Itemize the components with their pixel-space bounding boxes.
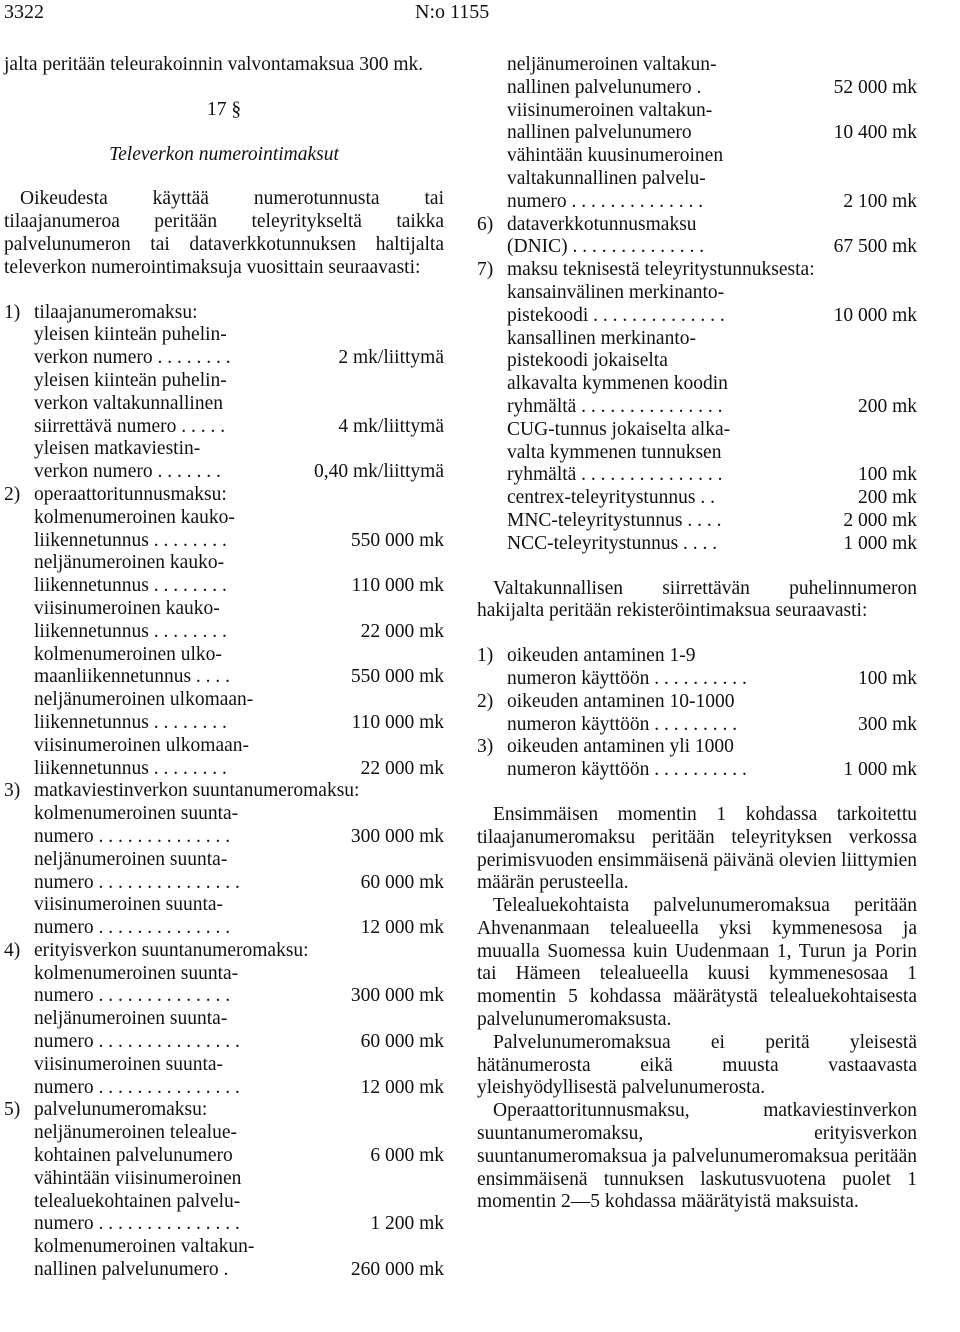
fee-label: MNC-teleyritystunnus . . . . [507, 509, 722, 531]
fee-row [34, 1145, 444, 1168]
fee-label: numeron käyttöön . . . . . . . . . . [507, 667, 747, 689]
fee-row [34, 530, 444, 553]
item-number: 1) [477, 645, 494, 667]
fee-label-line: viisinumeroinen suunta- [34, 1053, 224, 1075]
fee-label: numero . . . . . . . . . . . . . . [507, 190, 704, 212]
fee-label-line: yleisen kiinteän puhelin- [34, 324, 227, 346]
fee-label-line: viisinumeroinen ulkomaan- [34, 734, 249, 756]
fee-label-line: yleisen matkaviestin- [34, 438, 201, 460]
fee-row [507, 668, 917, 691]
fee-label: NCC-teleyritystunnus . . . . [507, 532, 718, 554]
paragraph-subscriber-fee: Ensimmäisen momentin 1 kohdassa tarkoitettu tilaajanumeromaksu peritään teleyrityksen verkossa perimisvuoden ensimmäisenä päivänä olevien liittymien määrän perusteella. [477, 803, 917, 894]
item-number: 3) [477, 736, 494, 758]
fee-row [507, 236, 917, 259]
section-number: 17 § [206, 98, 242, 120]
fee-label: verkon numero . . . . . . . . [34, 347, 231, 369]
section-paragraph: Oikeudesta käyttää numerotunnusta tai tilaajanumeroa peritään teleyritykseltä taikka palvelunumeron tai dataverkkotunnuksen haltijalta televerkon numerointimaksuja vuosittain seuraavasti: [4, 188, 444, 278]
intro-text: jalta peritään teleurakoinnin valvontamaksua 300 mk. [4, 54, 424, 75]
fee-label-line: kansainvälinen merkinanto- [507, 281, 725, 303]
fee-amount: 200 mk [857, 487, 917, 509]
fee-amount: 6 000 mk [370, 1145, 444, 1167]
fee-label: maanliikennetunnus . . . . [34, 666, 231, 688]
fee-amount: 22 000 mk [360, 620, 444, 642]
item-title: oikeuden antaminen 10-1000 [507, 690, 735, 712]
item-title: operaattoritunnusmaksu: [34, 483, 227, 505]
left-column [4, 54, 444, 1282]
fee-label: liikennetunnus . . . . . . . . [34, 620, 227, 642]
paragraph-emergency-number: Palvelunumeromaksua ei peritä yleisestä hätänumerosta eikä muusta vastaavasta yleishyödyllisestä palvelunumerosta. [477, 1031, 917, 1099]
fee-amount: 1 200 mk [370, 1213, 444, 1235]
fee-label-line: valta kymmenen tunnuksen [507, 441, 722, 463]
registration-item [477, 736, 917, 782]
fee-row [34, 758, 444, 781]
fee-amount: 12 000 mk [360, 1076, 444, 1098]
fee-list-left [4, 302, 444, 1282]
item-title: oikeuden antaminen 1-9 [507, 645, 696, 667]
item-number: 5) [4, 1099, 21, 1121]
fee-row [34, 917, 444, 940]
fee-item [4, 780, 444, 940]
fee-label: liikennetunnus . . . . . . . . [34, 529, 227, 551]
item-number: 7) [477, 259, 494, 281]
fee-amount: 1 000 mk [843, 759, 917, 781]
fee-row [34, 985, 444, 1008]
fee-label-line: kolmenumeroinen ulko- [34, 643, 222, 665]
fee-label: centrex-teleyritystunnus . . [507, 487, 715, 509]
fee-amount: 1 000 mk [843, 532, 917, 554]
fee-label: liikennetunnus . . . . . . . . [34, 575, 227, 597]
fee-label: siirrettävä numero . . . . . [34, 415, 226, 437]
fee-label: ryhmältä . . . . . . . . . . . . . . . [507, 395, 723, 417]
fee-row [34, 1077, 444, 1100]
item-title: matkaviestinverkon suuntanumeromaksu: [34, 780, 360, 802]
fee-item [4, 484, 444, 780]
fee-label: pistekoodi . . . . . . . . . . . . . . [507, 304, 725, 326]
fee-amount: 300 000 mk [350, 825, 444, 847]
fee-amount: 10 400 mk [833, 122, 917, 144]
page-number: 3322 [4, 1, 44, 23]
fee-amount: 110 000 mk [351, 575, 444, 597]
fee-label: numero . . . . . . . . . . . . . . [34, 917, 231, 939]
paragraph-regional-fee: Telealuekohtaista palvelunumeromaksua peritään Ahvenanmaan telealueella yksi kymmenesosa ja muualla Suomessa kuin Uudenmaan 1, Turun ja Porin tai Hämeen telealueella kuusi kymmenesosaa 1 momentin 5 kohdassa määrätystä telealuekohtaisesta palvelunumeromaksusta. [477, 895, 917, 1031]
registration-item [477, 645, 917, 691]
fee-row [507, 77, 917, 100]
fee-row [34, 1213, 444, 1236]
fee-label: liikennetunnus . . . . . . . . [34, 711, 227, 733]
fee-row [507, 510, 917, 533]
page-header [0, 1, 960, 25]
fee-label: nallinen palvelunumero [507, 122, 692, 144]
fee-amount: 10 000 mk [833, 304, 917, 326]
fee-label: kohtainen palvelunumero [34, 1145, 233, 1167]
fee-label-line: verkon valtakunnallinen [34, 392, 223, 414]
fee-label: verkon numero . . . . . . . [34, 461, 221, 483]
fee-row [34, 666, 444, 689]
fee-label-line: kansallinen merkinanto- [507, 327, 696, 349]
fee-row [34, 347, 444, 370]
fee-label: nallinen palvelunumero . [507, 76, 702, 98]
paragraph-first-year-fee: Operaattoritunnusmaksu, matkaviestinverkon suuntanumeromaksu, erityisverkon suuntanumeromaksua ja palvelunumeromaksua peritään ensimmäisenä tunnuksen laskutusvuotena puolet 1 momentin 2—5 kohdassa määrätyistä maksuista. [477, 1100, 917, 1213]
fee-amount: 200 mk [857, 395, 917, 417]
fee-label-line: neljänumeroinen suunta- [34, 1008, 228, 1030]
fee-label-line: neljänumeroinen kauko- [34, 552, 225, 574]
fee-amount: 100 mk [857, 667, 917, 689]
registration-paragraph: Valtakunnallisen siirrettävän puhelinnumeron hakijalta peritään rekisteröintimaksua seuraavasti: [477, 577, 917, 622]
item-number: 6) [477, 213, 494, 235]
fee-row [507, 533, 917, 556]
fee-label: numero . . . . . . . . . . . . . . [34, 985, 231, 1007]
item-number: 4) [4, 939, 21, 961]
fee-amount: 300 mk [857, 713, 917, 735]
fee-label-line: vähintään kuusinumeroinen [507, 145, 724, 167]
fee-label-line: viisinumeroinen suunta- [34, 894, 224, 916]
fee-label: numero . . . . . . . . . . . . . . [34, 825, 231, 847]
fee-label-line: viisinumeroinen kauko- [34, 597, 220, 619]
fee-row [34, 712, 444, 735]
fee-label-line: viisinumeroinen valtakun- [507, 99, 713, 121]
fee-row [507, 487, 917, 510]
item-title: dataverkkotunnusmaksu [507, 213, 697, 235]
fee-amount: 110 000 mk [351, 711, 444, 733]
fee-row [34, 1031, 444, 1054]
fee-label-line: neljänumeroinen suunta- [34, 848, 228, 870]
fee-amount: 300 000 mk [350, 985, 444, 1007]
fee-row [507, 122, 917, 145]
item-title: palvelunumeromaksu: [34, 1099, 208, 1121]
fee-item [4, 940, 444, 1100]
fee-row [507, 714, 917, 737]
fee-label-line: vähintään viisinumeroinen [34, 1167, 242, 1189]
fee-row [507, 305, 917, 328]
fee-amount: 67 500 mk [833, 236, 917, 258]
fee-row [507, 396, 917, 419]
fee-amount: 0,40 mk/liittymä [314, 461, 444, 483]
fee-amount: 550 000 mk [350, 529, 444, 551]
fee-label-line: valtakunnallinen palvelu- [507, 167, 706, 189]
fee-label-line: neljänumeroinen valtakun- [507, 54, 717, 75]
fee-row [34, 575, 444, 598]
fee-label-line: yleisen kiinteän puhelin- [34, 369, 227, 391]
fee-item [477, 214, 917, 260]
fee-row [507, 759, 917, 782]
fee-item [4, 302, 444, 484]
fee-item [477, 259, 917, 555]
item-title: tilaajanumeromaksu: [34, 301, 198, 323]
registration-item [477, 691, 917, 737]
fee-row [507, 191, 917, 214]
fee-label-line: kolmenumeroinen valtakun- [34, 1236, 255, 1258]
fee-label: numero . . . . . . . . . . . . . . . [34, 1031, 240, 1053]
section-title: Televerkon numerointimaksut [109, 143, 339, 165]
fee-label-line: CUG-tunnus jokaiselta alka- [507, 418, 731, 440]
fee-label-line: pistekoodi jokaiselta [507, 350, 668, 372]
fee-label: ryhmältä . . . . . . . . . . . . . . . [507, 464, 723, 486]
fee-item [4, 1099, 444, 1281]
fee-label: (DNIC) . . . . . . . . . . . . . . [507, 236, 705, 258]
registration-fee-list [477, 645, 917, 782]
fee-label-line: telealuekohtainen palvelu- [34, 1190, 241, 1212]
fee-amount: 2 100 mk [843, 190, 917, 212]
fee-amount: 12 000 mk [360, 917, 444, 939]
fee-row [34, 416, 444, 439]
fee-amount: 2 mk/liittymä [338, 347, 444, 369]
fee-row [34, 621, 444, 644]
item-title: erityisverkon suuntanumeromaksu: [34, 939, 309, 961]
item-number: 2) [477, 690, 494, 712]
fee-label: numeron käyttöön . . . . . . . . . . [507, 759, 747, 781]
fee-row [34, 826, 444, 849]
fee-amount: 60 000 mk [360, 871, 444, 893]
fee-amount: 22 000 mk [360, 757, 444, 779]
fee-label: numeron käyttöön . . . . . . . . . [507, 713, 738, 735]
issue-number: N:o 1155 [415, 1, 490, 23]
item-number: 2) [4, 483, 21, 505]
fee-row [507, 464, 917, 487]
item-title: oikeuden antaminen yli 1000 [507, 736, 734, 758]
fee-label: numero . . . . . . . . . . . . . . . [34, 1213, 240, 1235]
fee-amount: 2 000 mk [843, 509, 917, 531]
fee-label-line: kolmenumeroinen suunta- [34, 803, 239, 825]
fee-row [34, 872, 444, 895]
fee-list-right [477, 214, 917, 556]
fee-label-line: kolmenumeroinen kauko- [34, 506, 235, 528]
fee-amount: 60 000 mk [360, 1031, 444, 1053]
fee-amount: 100 mk [857, 464, 917, 486]
fee-amount: 550 000 mk [350, 666, 444, 688]
fee-label: numero . . . . . . . . . . . . . . . [34, 1076, 240, 1098]
item-number: 3) [4, 780, 21, 802]
fee-label-line: kolmenumeroinen suunta- [34, 962, 239, 984]
fee-label: liikennetunnus . . . . . . . . [34, 757, 227, 779]
fee-label-line: neljänumeroinen ulkomaan- [34, 689, 254, 711]
item-number: 1) [4, 301, 21, 323]
item-title: maksu teknisestä teleyritystunnuksesta: [507, 259, 815, 281]
fee-amount: 260 000 mk [350, 1259, 444, 1281]
fee-label: numero . . . . . . . . . . . . . . . [34, 871, 240, 893]
fee-label: nallinen palvelunumero . [34, 1259, 229, 1281]
fee-label-line: alkavalta kymmenen koodin [507, 373, 728, 395]
fee-list-continued [477, 54, 917, 214]
fee-row [34, 461, 444, 484]
right-column [477, 54, 917, 1214]
fee-amount: 4 mk/liittymä [338, 415, 444, 437]
fee-amount: 52 000 mk [833, 76, 917, 98]
fee-row [34, 1259, 444, 1282]
fee-label-line: neljänumeroinen telealue- [34, 1122, 238, 1144]
